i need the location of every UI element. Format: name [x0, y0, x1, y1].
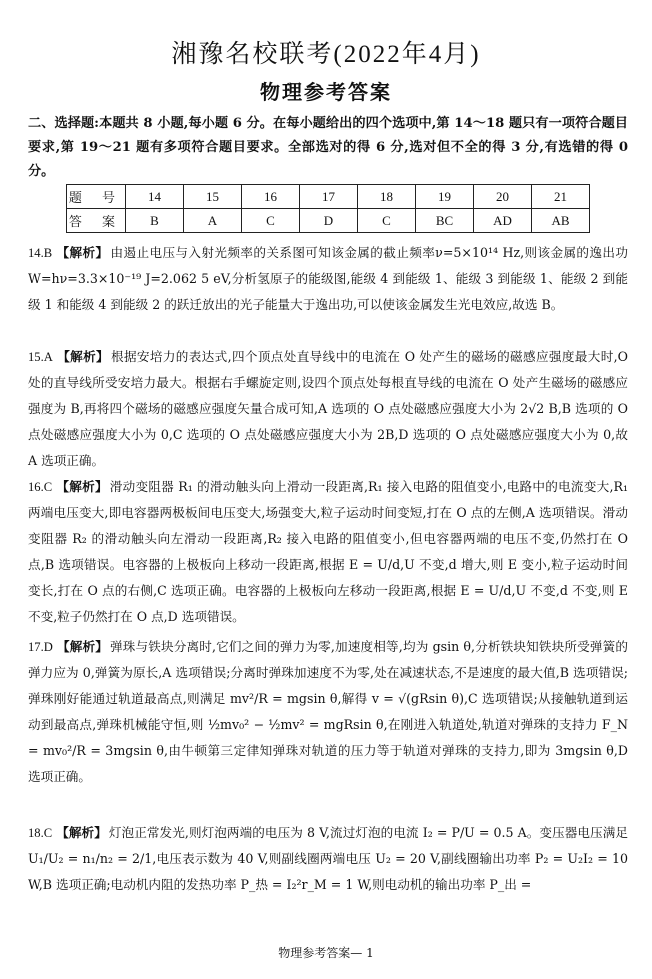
question-text: 灯泡正常发光,则灯泡两端的电压为 8 V,流过灯泡的电流 I₂ = P/U = 0.5 A。变压器电压满足 U₁/U₂ = n₁/n₂ = 2/1,电压表示数为 40 V,则副线圈两端电压 U₂ = 20 V,副线圈输出功率 P₂ = U₂I₂ = 10 W,B 选项正确;电动机内阻的发热功率 P_热 = I₂²r_M = 1 W,则电动机的输出功率 P_出 =: [28, 825, 628, 892]
analysis-tag: 【解析】: [56, 825, 107, 840]
question-number: 18.C: [28, 826, 53, 840]
question-text: 滑动变阻器 R₁ 的滑动触头向上滑动一段距离,R₁ 接入电路的阻值变小,电路中的电流变大,R₁ 两端电压变大,即电容器两极板间电压变大,场强变大,粒子运动时间变短,打在 O 点的左侧,A 选项错误。滑动变阻器 R₂ 的滑动触头向左滑动一段距离,R₂ 接入电路的阻值变小,但电容器两端的电压不变,仍然打在 O 点,B 选项错误。电容器的上极板向上移动一段距离,根据 E = U/d,U 不变,d 增大,则 E 变小,粒子运动时间变长,打在 O 点的右侧,C 选项正确。电容器的上极板向左移动一段距离,根据 E = U/d,U 不变,d 不变,则 E 不变,粒子仍然打在 O 点,D 选项错误。: [28, 479, 628, 624]
question-number-cell: 19: [416, 185, 474, 209]
question-number-cell: 18: [358, 185, 416, 209]
answer-cell: AB: [532, 209, 590, 233]
answer-cell: D: [300, 209, 358, 233]
answer-cell: C: [242, 209, 300, 233]
table-header-cell: 答 案: [67, 209, 126, 233]
table-row: [67, 209, 590, 233]
page-footer: 物理参考答案— 1: [278, 946, 374, 960]
question-number-cell: 20: [474, 185, 532, 209]
question-15: [28, 344, 628, 474]
question-number-cell: 21: [532, 185, 590, 209]
question-number-cell: 14: [126, 185, 184, 209]
table-header-cell: 题 号: [67, 185, 126, 209]
analysis-tag: 【解析】: [56, 245, 109, 260]
question-14: [28, 240, 628, 318]
section-instructions: 二、选择题:本题共 8 小题,每小题 6 分。在每小题给出的四个选项中,第 14～18 题只有一项符合题目要求,第 19～21 题有多项符合题目要求。全部选对的得 6 分,选对但不全的得 3 分,有选错的得 0 分。: [28, 116, 628, 179]
question-17: [28, 634, 628, 790]
answer-cell: C: [358, 209, 416, 233]
question-number: 16.C: [28, 480, 53, 494]
question-number-cell: 15: [184, 185, 242, 209]
question-18: [28, 820, 628, 898]
page-title: 湘豫名校联考(2022年4月): [171, 41, 481, 68]
question-number: 17.D: [28, 640, 53, 654]
analysis-tag: 【解析】: [56, 639, 108, 654]
question-16: [28, 474, 628, 630]
answer-cell: B: [126, 209, 184, 233]
analysis-tag: 【解析】: [56, 349, 110, 364]
analysis-tag: 【解析】: [56, 479, 108, 494]
question-text: 根据安培力的表达式,四个顶点处直导线中的电流在 O 处产生的磁场的磁感应强度最大时,O 处的直导线所受安培力最大。根据右手螺旋定则,设四个顶点处每根直导线的电流在 O 处产生磁场的磁感应强度为 B,再将四个磁场的磁感应强度矢量合成可知,A 选项的 O 点处磁感应强度大小为 2√2 B,B 选项的 O 点处磁感应强度大小为 0,C 选项的 O 点处磁感应强度大小为 2B,D 选项的 O 点处磁感应强度大小为 0,故 A 选项正确。: [28, 349, 628, 468]
question-number: 14.B: [28, 246, 53, 260]
answer-cell: AD: [474, 209, 532, 233]
answer-cell: BC: [416, 209, 474, 233]
answer-cell: A: [184, 209, 242, 233]
table-row: [67, 185, 590, 209]
question-number-cell: 16: [242, 185, 300, 209]
answer-table: [66, 184, 590, 233]
question-number: 15.A: [28, 350, 53, 364]
question-number-cell: 17: [300, 185, 358, 209]
question-text: 弹珠与铁块分离时,它们之间的弹力为零,加速度相等,均为 gsin θ,分析铁块知铁块所受弹簧的弹力应为 0,弹簧为原长,A 选项错误;分离时弹珠加速度不为零,处在减速状态,不是速度的最大值,B 选项错误;弹珠刚好能通过轨道最高点,则满足 mv²/R = mgsin θ,解得 v = √(gRsin θ),C 选项错误;从接触轨道到运动到最高点,弹珠机械能守恒,则 ½mv₀² − ½mv² = mgRsin θ,在刚进入轨道处,轨道对弹珠的支持力 F_N = mv₀²/R = 3mgsin θ,由牛顿第三定律知弹珠对轨道的压力等于轨道对弹珠的支持力,即为 3mgsin θ,D 选项正确。: [28, 639, 629, 784]
question-text: 由遏止电压与入射光频率的关系图可知该金属的截止频率ν=5×10¹⁴ Hz,则该金属的逸出功 W=hν=3.3×10⁻¹⁹ J=2.062 5 eV,分析氢原子的能级图,能级 4 到能级 1、能级 3 到能级 1、能级 2 到能级 1 和能级 4 到能级 2 的跃迁放出的光子能量大于逸出功,可以使该金属发生光电效应,故选 B。: [28, 245, 628, 312]
page-subtitle: 物理参考答案: [260, 80, 392, 104]
